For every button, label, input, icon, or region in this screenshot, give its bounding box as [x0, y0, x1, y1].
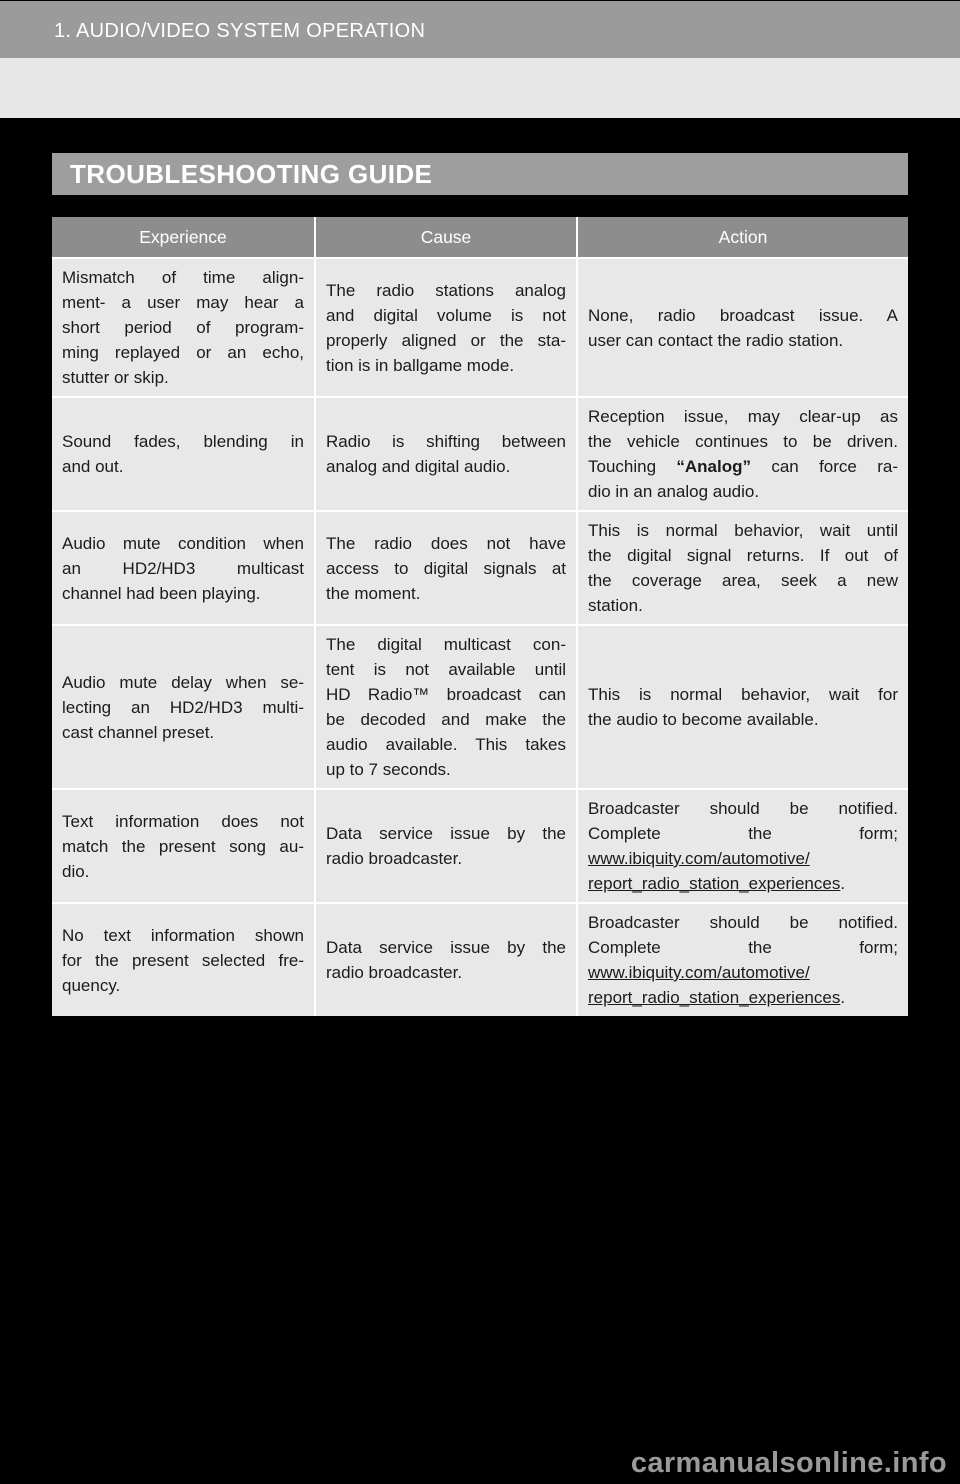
text-line: The radio stations analog	[326, 280, 566, 300]
text-line: channel had been playing.	[62, 583, 261, 603]
text-line: the vehicle continues to be driven.	[588, 432, 898, 451]
text-line: ment- a user may hear a	[62, 293, 304, 312]
text-line: The radio does not have	[326, 533, 566, 553]
column-header-action: Action	[577, 217, 908, 258]
cell-action	[577, 903, 908, 1016]
table-header-row	[52, 217, 908, 258]
text-line: Complete the form;	[588, 824, 898, 843]
text-line: the digital signal returns. If out of	[588, 546, 898, 565]
text-line: None, radio broadcast issue. A	[588, 305, 898, 325]
text-line: Touching “Analog” can force ra-	[588, 457, 898, 476]
text-line: Data service issue by the	[326, 938, 566, 957]
text-line: radio broadcaster.	[326, 963, 463, 982]
text-line: radio broadcaster.	[326, 849, 463, 868]
text-line: tion is in ballgame mode.	[326, 355, 515, 375]
text-line: access to digital signals at	[326, 558, 566, 578]
table-row	[52, 625, 908, 789]
watermark: carmanualsonline.info	[630, 1447, 947, 1479]
cell-cause	[315, 511, 577, 625]
text-line: This is normal behavior, wait until	[588, 521, 898, 540]
text-line: cast channel preset.	[62, 722, 215, 742]
table-row	[52, 511, 908, 625]
link-url[interactable]: www.ibiquity.com/automotive/	[588, 963, 810, 982]
chapter-header-label: 1. AUDIO/VIDEO SYSTEM OPERATION	[54, 20, 426, 42]
text-line: analog and digital audio.	[326, 457, 511, 476]
text-line: Data service issue by the	[326, 824, 566, 843]
table-row	[52, 789, 908, 903]
text-line: and digital volume is not	[326, 305, 566, 325]
section-title-label: TROUBLESHOOTING GUIDE	[70, 159, 433, 189]
text-line: Complete the form;	[588, 938, 898, 957]
text-line: tent is not available until	[326, 660, 566, 679]
text-line: The digital multicast con-	[326, 635, 566, 654]
chapter-header	[0, 1, 960, 58]
cell-action	[577, 397, 908, 511]
text-line: Sound fades, blending in	[62, 432, 304, 451]
cell-experience	[52, 903, 315, 1016]
text-line: dio.	[62, 861, 90, 881]
table-body	[52, 258, 908, 1016]
text-line: the moment.	[326, 583, 421, 603]
text-line: This is normal behavior, wait for	[588, 685, 898, 704]
cell-cause	[315, 258, 577, 397]
link-url[interactable]: report_radio_station_experiences	[588, 988, 841, 1007]
text-line: report_radio_station_experiences.	[588, 874, 846, 893]
text-line: and out.	[62, 457, 124, 476]
cell-cause	[315, 903, 577, 1016]
text-line: lecting an HD2/HD3 multi-	[62, 697, 304, 717]
table-row	[52, 258, 908, 397]
text-line: short period of program-	[62, 318, 304, 337]
text-line: an HD2/HD3 multicast	[62, 558, 304, 578]
link-url[interactable]: www.ibiquity.com/automotive/	[588, 849, 810, 868]
text-line: No text information shown	[62, 925, 304, 945]
text-line: stutter or skip.	[62, 368, 169, 387]
text-line: Audio mute delay when se-	[62, 672, 304, 692]
cell-experience	[52, 258, 315, 397]
cell-experience	[52, 625, 315, 789]
text-line: Mismatch of time align-	[62, 268, 304, 287]
text-line	[588, 960, 898, 985]
cell-experience	[52, 789, 315, 903]
text-line: the coverage area, seek a new	[588, 571, 898, 590]
cell-cause	[315, 625, 577, 789]
text-line	[588, 846, 898, 871]
text-line: report_radio_station_experiences.	[588, 988, 846, 1007]
text-line: Reception issue, may clear-up as	[588, 407, 898, 426]
text-line: HD Radio™ broadcast can	[326, 685, 566, 704]
page-top-band	[0, 58, 960, 118]
text-line: the audio to become available.	[588, 710, 819, 729]
cell-action	[577, 258, 908, 397]
section-title-bar	[52, 153, 908, 195]
cell-action	[577, 511, 908, 625]
text-line: Broadcaster should be notified.	[588, 913, 898, 932]
cell-action	[577, 789, 908, 903]
text-line: Radio is shifting between	[326, 432, 566, 451]
table-row	[52, 903, 908, 1016]
text-line: be decoded and make the	[326, 710, 566, 729]
text-line: for the present selected fre-	[62, 950, 304, 970]
cell-experience	[52, 511, 315, 625]
cell-action	[577, 625, 908, 789]
table-row	[52, 397, 908, 511]
link-url[interactable]: report_radio_station_experiences	[588, 874, 841, 893]
text-line: ming replayed or an echo,	[62, 343, 304, 362]
text-line: Broadcaster should be notified.	[588, 799, 898, 818]
column-header-experience: Experience	[52, 217, 315, 258]
text-line: station.	[588, 596, 643, 615]
column-header-cause: Cause	[315, 217, 577, 258]
text-line: Text information does not	[62, 811, 304, 831]
text-line: Audio mute condition when	[62, 533, 304, 553]
text-line: audio available. This takes	[326, 735, 566, 754]
troubleshooting-table	[52, 217, 908, 1016]
text-line: dio in an analog audio.	[588, 482, 760, 501]
cell-cause	[315, 397, 577, 511]
text-line: properly aligned or the sta-	[326, 330, 566, 350]
cell-cause	[315, 789, 577, 903]
text-line: user can contact the radio station.	[588, 330, 844, 350]
text-line: up to 7 seconds.	[326, 760, 451, 779]
text-line: match the present song au-	[62, 836, 304, 856]
text-line: quency.	[62, 975, 121, 995]
cell-experience	[52, 397, 315, 511]
